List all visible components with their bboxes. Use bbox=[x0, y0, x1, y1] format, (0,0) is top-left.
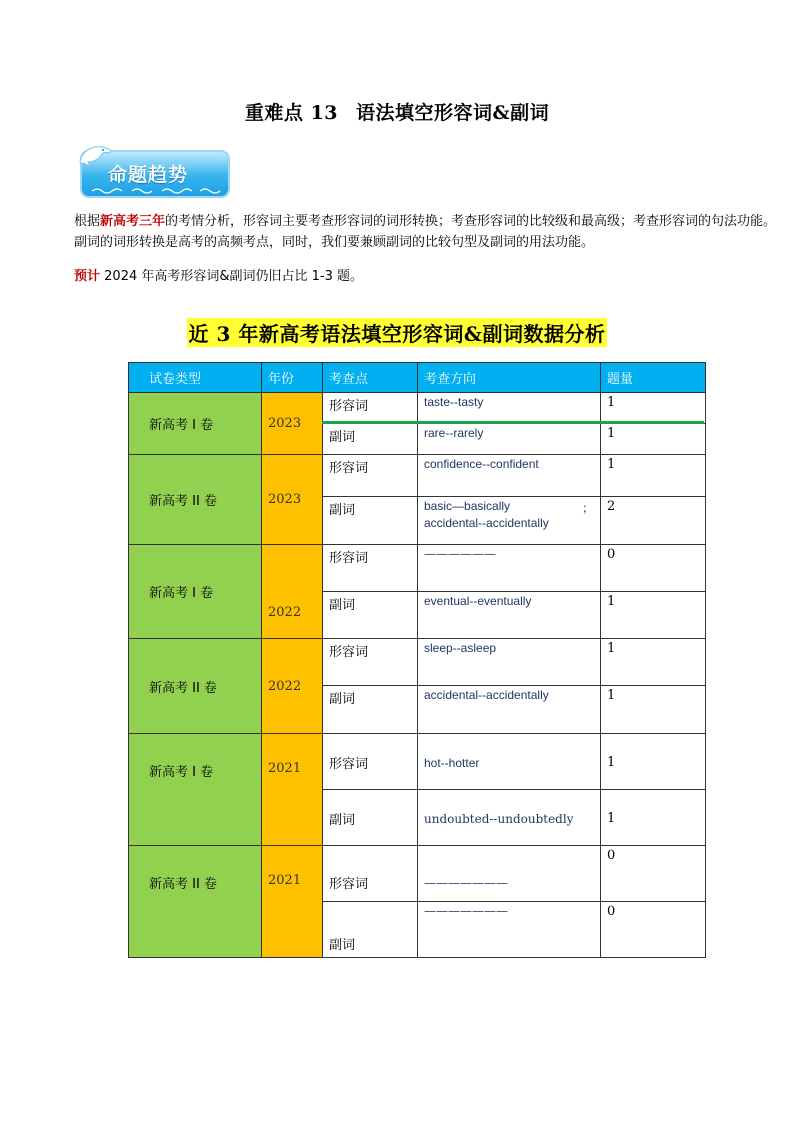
count-cell: 1 bbox=[601, 455, 706, 497]
exam-type-cell: 新高考 I 卷 bbox=[129, 734, 262, 846]
direction-cell: eventual--eventually bbox=[418, 592, 601, 639]
year-cell: 2023 bbox=[262, 455, 323, 545]
header-count: 题量 bbox=[601, 363, 706, 393]
green-underline-mark bbox=[322, 421, 704, 424]
wave-decoration bbox=[92, 187, 222, 195]
direction-cell: —————— bbox=[418, 545, 601, 592]
header-point: 考查点 bbox=[323, 363, 418, 393]
trend-paragraph bbox=[74, 211, 780, 253]
direction-cell: sleep--asleep bbox=[418, 639, 601, 686]
count-cell: 2 bbox=[601, 497, 706, 545]
direction-cell: ——————— bbox=[418, 846, 601, 902]
direction-cell: ——————— bbox=[418, 902, 601, 958]
direction-cell: confidence--confident bbox=[418, 455, 601, 497]
point-cell: 副词 bbox=[323, 424, 418, 455]
exam-type-cell: 新高考 I 卷 bbox=[129, 545, 262, 639]
year-cell: 2023 bbox=[262, 393, 323, 455]
point-cell: 副词 bbox=[323, 686, 418, 734]
exam-type-cell: 新高考 I 卷 bbox=[129, 393, 262, 455]
para-highlight: 新高考三年 bbox=[100, 214, 166, 229]
trend-badge bbox=[80, 150, 230, 198]
page-title bbox=[0, 98, 794, 125]
title-main: 重难点 13 bbox=[244, 102, 338, 124]
count-cell: 1 bbox=[601, 686, 706, 734]
count-cell: 0 bbox=[601, 545, 706, 592]
table-heading bbox=[0, 318, 794, 347]
direction-cell bbox=[418, 497, 601, 545]
count-cell: 1 bbox=[601, 424, 706, 455]
exam-type-cell: 新高考 II 卷 bbox=[129, 639, 262, 734]
header-type: 试卷类型 bbox=[129, 363, 262, 393]
point-cell: 形容词 bbox=[323, 393, 418, 424]
direction-cell: undoubted--undoubtedly bbox=[418, 790, 601, 846]
direction-cell: accidental--accidentally bbox=[418, 686, 601, 734]
point-cell: 副词 bbox=[323, 790, 418, 846]
header-year: 年份 bbox=[262, 363, 323, 393]
point-cell: 副词 bbox=[323, 497, 418, 545]
forecast-label: 预计 bbox=[74, 269, 101, 284]
table-row bbox=[129, 393, 706, 424]
count-cell: 1 bbox=[601, 639, 706, 686]
para-text: 根据 bbox=[74, 214, 101, 229]
year-cell: 2021 bbox=[262, 734, 323, 846]
year-cell: 2022 bbox=[262, 639, 323, 734]
header-direction: 考查方向 bbox=[418, 363, 601, 393]
table-header-row bbox=[129, 363, 706, 393]
exam-type-cell: 新高考 II 卷 bbox=[129, 455, 262, 545]
count-cell: 0 bbox=[601, 902, 706, 958]
title-sub: 语法填空形容词&副词 bbox=[355, 102, 550, 124]
count-cell: 1 bbox=[601, 393, 706, 424]
analysis-table bbox=[128, 362, 706, 958]
table-row bbox=[129, 639, 706, 686]
table-row bbox=[129, 455, 706, 497]
para-text: 的考情分析，形容词主要考查形容词的词形转换；考查形容词的比较级和最高级；考查形容词的句法功能。副词的词形转换是高考的高频考点，同时，我们要兼顾副词的比较句型及副词的用法功能。 bbox=[74, 214, 777, 250]
forecast-paragraph bbox=[74, 266, 780, 287]
point-cell: 副词 bbox=[323, 592, 418, 639]
point-cell: 副词 bbox=[323, 902, 418, 958]
year-cell: 2022 bbox=[262, 545, 323, 639]
direction-cell: taste--tasty bbox=[418, 393, 601, 424]
count-cell: 0 bbox=[601, 846, 706, 902]
direction-separator: ； bbox=[581, 501, 594, 515]
year-cell: 2021 bbox=[262, 846, 323, 958]
point-cell: 形容词 bbox=[323, 545, 418, 592]
table-row bbox=[129, 846, 706, 902]
exam-type-cell: 新高考 II 卷 bbox=[129, 846, 262, 958]
point-cell: 形容词 bbox=[323, 846, 418, 902]
point-cell: 形容词 bbox=[323, 639, 418, 686]
forecast-text: 2024 年高考形容词&副词仍旧占比 1-3 题。 bbox=[100, 269, 363, 284]
direction-cell: rare--rarely bbox=[418, 424, 601, 455]
table-heading-text: 近 3 年新高考语法填空形容词&副词数据分析 bbox=[187, 318, 608, 347]
direction-part: basic—basically bbox=[424, 499, 511, 513]
direction-cell: hot--hotter bbox=[418, 734, 601, 790]
point-cell: 形容词 bbox=[323, 734, 418, 790]
table-row bbox=[129, 545, 706, 592]
count-cell: 1 bbox=[601, 592, 706, 639]
badge-label: 命题趋势 bbox=[108, 164, 189, 186]
table-row bbox=[129, 734, 706, 790]
count-cell: 1 bbox=[601, 790, 706, 846]
direction-part: accidental--accidentally bbox=[424, 516, 549, 530]
point-cell: 形容词 bbox=[323, 455, 418, 497]
count-cell: 1 bbox=[601, 734, 706, 790]
